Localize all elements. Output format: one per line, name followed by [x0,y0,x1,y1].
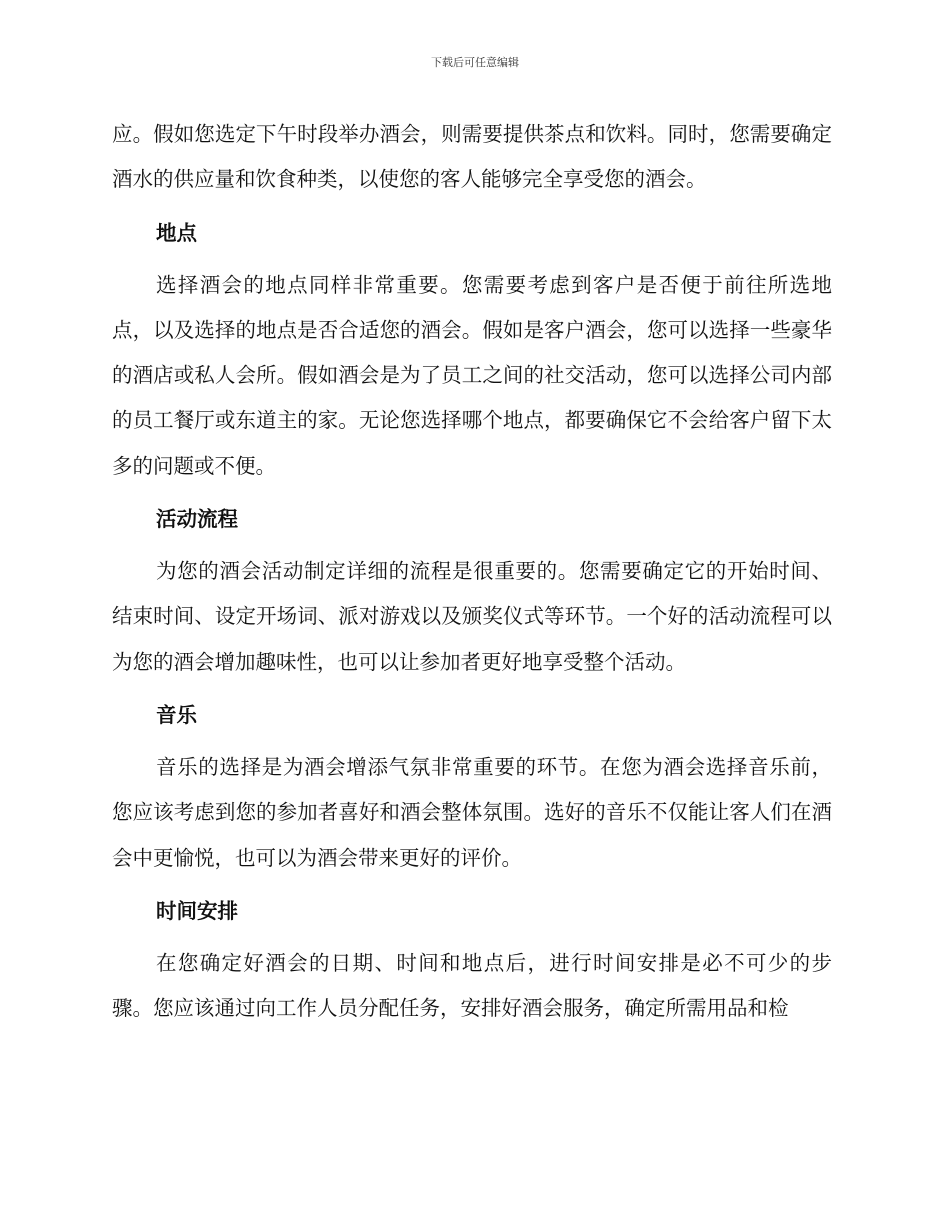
location-heading: 地点 [156,220,197,245]
intro-continued-paragraph: 应。假如您选定下午时段举办酒会，则需要提供茶点和饮料。同时，您需要确定酒水的供应量和饮食种类，以使您的客人能够完全享受您的酒会。 [112,122,832,192]
flow-heading: 活动流程 [156,507,238,532]
schedule-heading: 时间安排 [156,898,238,923]
music-heading: 音乐 [156,702,197,727]
flow-paragraph: 为您的酒会活动制定详细的流程是很重要的。您需要确定它的开始时间、结束时间、设定开场词、派对游戏以及颁奖仪式等环节。一个好的活动流程可以为您的酒会增加趣味性，也可以让参加者更好地享受整个活动。 [112,559,832,674]
document-body [112,112,832,1031]
schedule-paragraph: 在您确定好酒会的日期、时间和地点后，进行时间安排是必不可少的步骤。您应该通过向工作人员分配任务，安排好酒会服务，确定所需用品和检 [112,950,832,1021]
music-paragraph: 音乐的选择是为酒会增添气氛非常重要的环节。在您为酒会选择音乐前，您应该考虑到您的参加者喜好和酒会整体氛围。选好的音乐不仅能让客人们在酒会中更愉悦，也可以为酒会带来更好的评价。 [112,754,832,870]
location-paragraph: 选择酒会的地点同样非常重要。您需要考虑到客户是否便于前往所选地点，以及选择的地点是否合适您的酒会。假如是客户酒会，您可以选择一些豪华的酒店或私人会所。假如酒会是为了员工之间的社交活动，您可以选择公司内部的员工餐厅或东道主的家。无论您选择哪个地点，都要确保它不会给客户留下太多的问题或不便。 [112,272,832,478]
page-header: 下载后可任意编辑 [431,56,519,69]
